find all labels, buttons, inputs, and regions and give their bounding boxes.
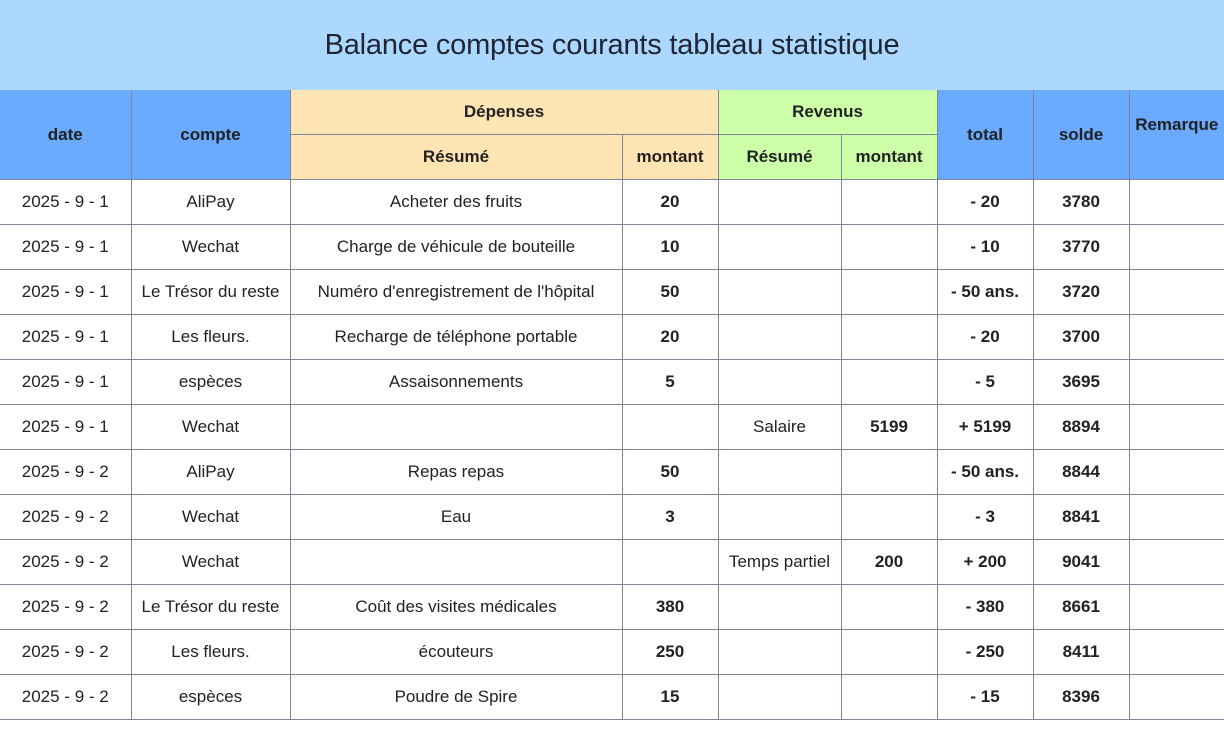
cell-compte: Wechat [131,495,290,540]
cell-revenu-montant [841,495,937,540]
cell-depense-resume: Recharge de téléphone portable [290,315,622,360]
cell-remarque [1129,180,1224,225]
cell-solde: 8841 [1033,495,1129,540]
cell-solde: 3770 [1033,225,1129,270]
cell-total: - 380 [937,585,1033,630]
cell-solde: 3695 [1033,360,1129,405]
cell-remarque [1129,405,1224,450]
cell-depense-montant: 380 [622,585,718,630]
cell-date: 2025 - 9 - 2 [0,585,131,630]
cell-depense-resume: Acheter des fruits [290,180,622,225]
cell-solde: 8411 [1033,630,1129,675]
cell-solde: 3720 [1033,270,1129,315]
cell-remarque [1129,270,1224,315]
table-row [0,270,1224,315]
cell-date: 2025 - 9 - 1 [0,315,131,360]
table-row [0,630,1224,675]
cell-depense-montant: 5 [622,360,718,405]
cell-revenu-montant: 5199 [841,405,937,450]
cell-revenu-montant [841,585,937,630]
cell-solde: 8894 [1033,405,1129,450]
cell-total: + 200 [937,540,1033,585]
cell-depense-resume [290,405,622,450]
cell-date: 2025 - 9 - 2 [0,675,131,720]
title-bar [0,0,1224,90]
cell-depense-montant: 15 [622,675,718,720]
cell-total: - 5 [937,360,1033,405]
cell-revenu-resume [718,450,841,495]
cell-depense-resume: écouteurs [290,630,622,675]
header-revenus-montant: montant [841,135,937,180]
header-solde: solde [1033,90,1129,180]
cell-date: 2025 - 9 - 2 [0,540,131,585]
cell-revenu-resume [718,495,841,540]
cell-depense-montant: 10 [622,225,718,270]
cell-revenu-resume [718,585,841,630]
cell-date: 2025 - 9 - 2 [0,630,131,675]
cell-solde: 8661 [1033,585,1129,630]
cell-remarque [1129,495,1224,540]
cell-depense-montant [622,405,718,450]
cell-depense-resume [290,540,622,585]
cell-compte: espèces [131,675,290,720]
cell-compte: AliPay [131,180,290,225]
cell-revenu-montant [841,315,937,360]
cell-compte: Le Trésor du reste [131,585,290,630]
header-total: total [937,90,1033,180]
cell-remarque [1129,540,1224,585]
cell-total: - 250 [937,630,1033,675]
cell-revenu-resume [718,630,841,675]
cell-remarque [1129,630,1224,675]
cell-compte: Wechat [131,225,290,270]
table-row [0,675,1224,720]
table-row [0,360,1224,405]
cell-revenu-resume: Temps partiel [718,540,841,585]
cell-date: 2025 - 9 - 2 [0,450,131,495]
cell-compte: AliPay [131,450,290,495]
cell-solde: 8844 [1033,450,1129,495]
cell-total: - 15 [937,675,1033,720]
cell-depense-resume: Coût des visites médicales [290,585,622,630]
header-revenus-resume: Résumé [718,135,841,180]
table-body [0,180,1224,720]
cell-depense-montant: 50 [622,450,718,495]
cell-date: 2025 - 9 - 2 [0,495,131,540]
table-row [0,315,1224,360]
cell-revenu-montant [841,180,937,225]
page-title: Balance comptes courants tableau statistique [324,28,900,61]
cell-compte: Les fleurs. [131,630,290,675]
cell-date: 2025 - 9 - 1 [0,360,131,405]
cell-revenu-resume [718,360,841,405]
cell-total: - 3 [937,495,1033,540]
cell-date: 2025 - 9 - 1 [0,405,131,450]
cell-compte: Les fleurs. [131,315,290,360]
cell-revenu-montant [841,450,937,495]
table-row [0,585,1224,630]
cell-revenu-resume [718,270,841,315]
cell-revenu-montant [841,675,937,720]
header-depenses-resume: Résumé [290,135,622,180]
table-row [0,405,1224,450]
header-date: date [0,90,131,180]
table-row [0,495,1224,540]
cell-depense-resume: Eau [290,495,622,540]
table-row [0,225,1224,270]
cell-depense-montant: 50 [622,270,718,315]
cell-remarque [1129,675,1224,720]
cell-depense-montant: 20 [622,180,718,225]
cell-solde: 3780 [1033,180,1129,225]
cell-depense-montant [622,540,718,585]
cell-revenu-montant: 200 [841,540,937,585]
cell-revenu-resume [718,225,841,270]
cell-remarque [1129,360,1224,405]
cell-remarque [1129,450,1224,495]
cell-revenu-montant [841,630,937,675]
balance-table [0,90,1224,720]
cell-depense-montant: 250 [622,630,718,675]
cell-depense-resume: Numéro d'enregistrement de l'hôpital [290,270,622,315]
cell-total: - 50 ans. [937,450,1033,495]
cell-revenu-resume: Salaire [718,405,841,450]
table-row [0,450,1224,495]
cell-depense-montant: 3 [622,495,718,540]
cell-compte: espèces [131,360,290,405]
cell-depense-resume: Poudre de Spire [290,675,622,720]
cell-compte: Wechat [131,540,290,585]
cell-remarque [1129,225,1224,270]
cell-solde: 8396 [1033,675,1129,720]
cell-revenu-resume [718,315,841,360]
cell-total: + 5199 [937,405,1033,450]
header-compte: compte [131,90,290,180]
cell-compte: Le Trésor du reste [131,270,290,315]
cell-total: - 20 [937,180,1033,225]
table-row [0,180,1224,225]
cell-total: - 50 ans. [937,270,1033,315]
cell-revenu-montant [841,360,937,405]
header-depenses: Dépenses [290,90,718,135]
header-depenses-montant: montant [622,135,718,180]
cell-date: 2025 - 9 - 1 [0,225,131,270]
cell-revenu-resume [718,180,841,225]
cell-solde: 9041 [1033,540,1129,585]
cell-solde: 3700 [1033,315,1129,360]
cell-remarque [1129,315,1224,360]
cell-total: - 20 [937,315,1033,360]
cell-depense-resume: Assaisonnements [290,360,622,405]
cell-remarque [1129,585,1224,630]
cell-revenu-resume [718,675,841,720]
header-revenus: Revenus [718,90,937,135]
cell-total: - 10 [937,225,1033,270]
cell-revenu-montant [841,225,937,270]
cell-date: 2025 - 9 - 1 [0,270,131,315]
cell-depense-montant: 20 [622,315,718,360]
cell-depense-resume: Repas repas [290,450,622,495]
table-row [0,540,1224,585]
cell-compte: Wechat [131,405,290,450]
cell-date: 2025 - 9 - 1 [0,180,131,225]
header-remarque: Remarque [1129,90,1224,180]
cell-depense-resume: Charge de véhicule de bouteille [290,225,622,270]
cell-revenu-montant [841,270,937,315]
